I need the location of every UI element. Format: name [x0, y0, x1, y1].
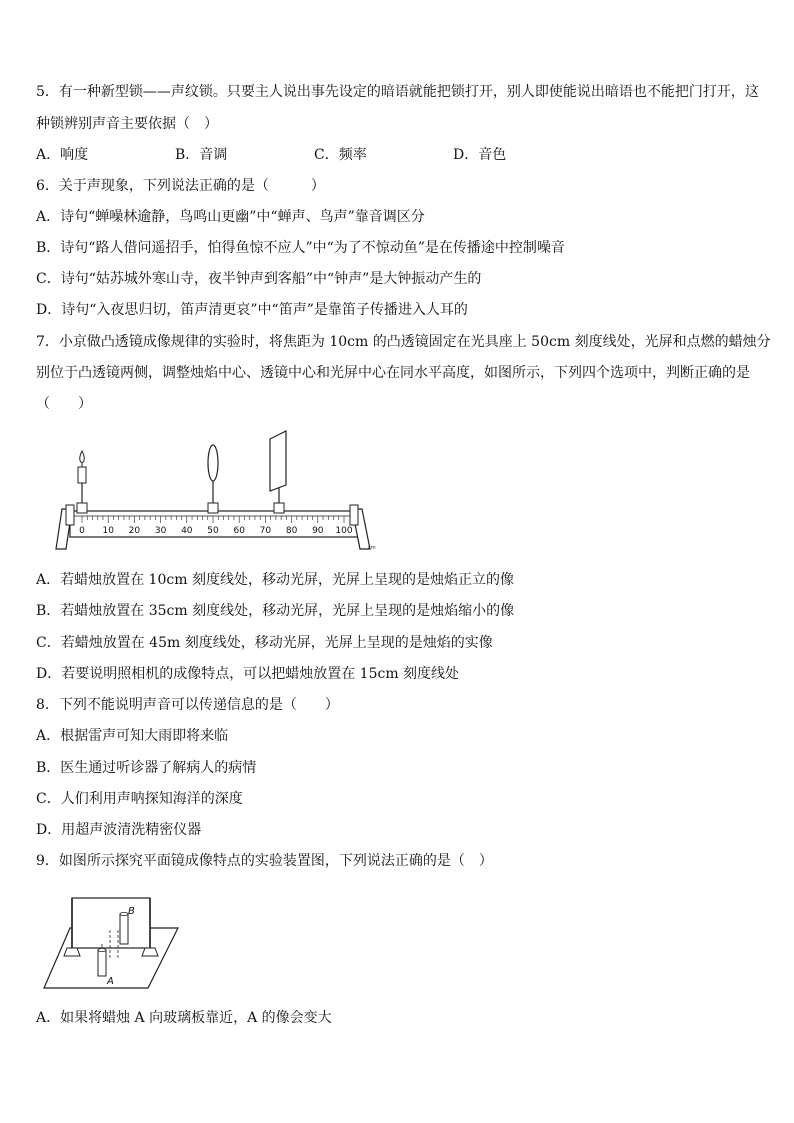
q7-stem-line1: 7．小京做凸透镜成像规律的实验时，将焦距为 10cm 的凸透镜固定在光具座上 50cm 刻度线处，光屏和点燃的蜡烛分 [36, 334, 771, 350]
q6-option-d: D．诗句“入夜思归切，笛声清更哀”中“笛声”是靠笛子传播进入人耳的 [36, 302, 468, 318]
q5-stem-line1: 5．有一种新型锁——声纹锁。只要主人说出事先设定的暗语就能把锁打开，别人即使能说出暗语也不能把门打开，这 [36, 84, 759, 100]
q8-stem: 8．下列不能说明声音可以传递信息的是（ ） [36, 697, 339, 713]
q8-option-d: D．用超声波清洗精密仪器 [36, 822, 202, 838]
q7-stem-line2: 别位于凸透镜两侧，调整烛焰中心、透镜中心和光屏中心在同水平高度，如图所示，下列四个选项中，判断正确的是 [36, 365, 750, 381]
q6-stem: 6．关于声现象，下列说法正确的是（ ） [36, 178, 325, 194]
ruler-label: 50 [207, 526, 219, 536]
glass-plate [72, 898, 150, 948]
ruler-label: 100 [335, 526, 353, 536]
plane-mirror-figure [40, 890, 180, 990]
q8-option-c: C．人们利用声呐探知海洋的深度 [36, 791, 243, 807]
q8-option-b: B．医生通过听诊器了解病人的病情 [36, 760, 257, 776]
ruler-label: 90 [312, 526, 324, 536]
q9-stem: 9．如图所示探究平面镜成像特点的实验装置图，下列说法正确的是（ ） [36, 853, 493, 869]
optical-bench-figure [52, 425, 382, 555]
light-screen [270, 431, 286, 513]
ruler-label: 20 [128, 526, 141, 536]
convex-lens [208, 445, 218, 513]
ruler-label: 70 [259, 526, 272, 536]
ruler-label: 10 [102, 526, 114, 536]
q7-option-b: B．若蜡烛放置在 35cm 刻度线处，移动光屏，光屏上呈现的是烛焰缩小的像 [36, 603, 515, 619]
q6-option-c: C．诗句“姑苏城外寒山寺，夜半钟声到客船”中“钟声”是大钟振动产生的 [36, 271, 482, 287]
q9-option-a: A．如果将蜡烛 A 向玻璃板靠近，A 的像会变大 [36, 1010, 332, 1026]
ruler-unit: cm [368, 545, 376, 551]
q5-option-c: C．频率 [314, 147, 367, 163]
candle-flame-icon [80, 451, 85, 463]
candle-a [98, 944, 106, 976]
q6-option-b: B．诗句“路人借问遥招手，怕得鱼惊不应人”中“为了不惊动鱼”是在传播途中控制噪音 [36, 240, 565, 256]
q5-option-b: B．音调 [175, 147, 228, 163]
q5-option-d: D．音色 [453, 147, 507, 163]
q5-options-row [36, 145, 756, 165]
q7-option-d: D．若要说明照相机的成像特点，可以把蜡烛放置在 15cm 刻度线处 [36, 666, 460, 682]
ruler-label: 80 [285, 526, 298, 536]
q7-stem-line3: （ ） [36, 396, 92, 412]
ruler-label: 30 [154, 526, 167, 536]
q5-option-a: A．响度 [36, 147, 89, 163]
q8-option-a: A．根据雷声可知大雨即将来临 [36, 728, 229, 744]
candle [77, 451, 87, 513]
label-a: A [107, 976, 114, 987]
ruler-label: 0 [79, 526, 85, 536]
q5-stem-line2: 种锁辨别声音主要依据（ ） [36, 116, 218, 132]
ruler-label: 40 [181, 526, 193, 536]
q7-option-a: A．若蜡烛放置在 10cm 刻度线处，移动光屏，光屏上呈现的是烛焰正立的像 [36, 572, 514, 588]
ruler-label: 60 [233, 526, 245, 536]
q6-option-a: A．诗句“蝉噪林逾静，鸟鸣山更幽”中“蝉声、鸟声”靠音调区分 [36, 209, 425, 225]
label-b: B [128, 906, 135, 917]
q7-option-c: C．若蜡烛放置在 45m 刻度线处，移动光屏，光屏上呈现的是烛焰的实像 [36, 635, 493, 651]
candle-b [120, 912, 128, 944]
